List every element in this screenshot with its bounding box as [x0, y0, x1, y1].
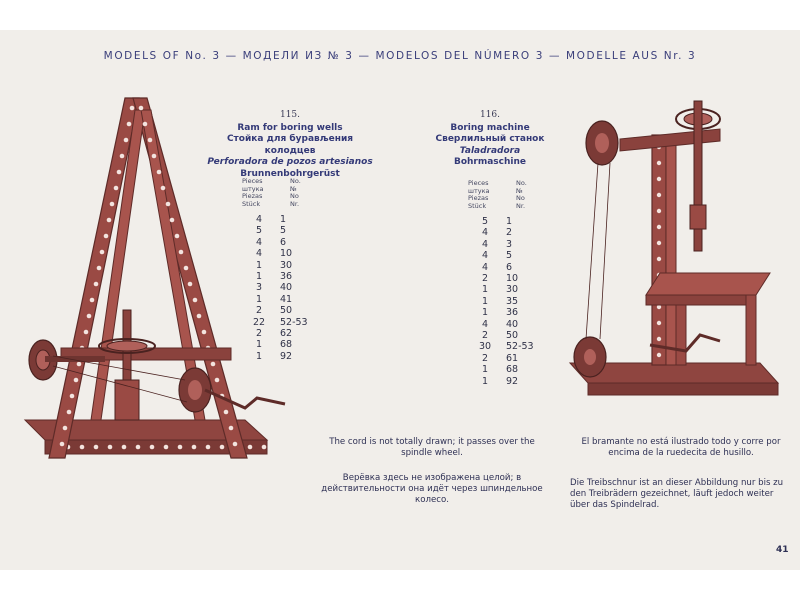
parts-quantity: 22	[252, 316, 266, 328]
parts-quantity: 2	[255, 328, 263, 340]
model-115-rows	[242, 214, 308, 362]
parts-number: 40	[506, 318, 519, 330]
parts-quantity: 1	[255, 339, 263, 351]
parts-quantity: 5	[255, 225, 263, 237]
parts-row	[242, 339, 308, 350]
parts-row	[468, 273, 534, 284]
parts-number: 35	[506, 295, 519, 307]
parts-number: 36	[506, 307, 519, 319]
parts-row	[468, 364, 534, 375]
parts-row	[242, 317, 308, 328]
parts-row	[242, 351, 308, 362]
parts-quantity: 4	[481, 238, 489, 250]
parts-quantity: 1	[255, 350, 263, 362]
parts-number: 5	[280, 225, 287, 237]
page-number: 41	[776, 545, 789, 555]
parts-number: 52-53	[506, 341, 534, 353]
parts-quantity: 3	[255, 282, 263, 294]
model-116-parts-table	[468, 180, 534, 387]
parts-quantity: 5	[481, 216, 489, 227]
model-116-title-en: Boring machine	[450, 122, 530, 133]
parts-number: 5	[506, 250, 513, 262]
page-header: MODELS OF No. 3 — МОДЕЛИ ИЗ № 3 — MODELOS DEL NÚMERO 3 — MODELLE AUS Nr. 3	[103, 50, 697, 62]
parts-quantity: 4	[255, 248, 263, 260]
parts-row	[468, 250, 534, 261]
note-english: The cord is not totally drawn; it passes over the spindle wheel.	[329, 437, 535, 458]
parts-number: 92	[506, 375, 519, 387]
parts-number: 3	[506, 238, 513, 250]
parts-quantity: 4	[481, 261, 489, 273]
parts-quantity: 1	[481, 284, 489, 296]
model-116-title-de: Bohrmaschine	[453, 157, 527, 167]
parts-number: 1	[506, 216, 513, 227]
model-116-title-es: Taladradora	[459, 145, 521, 156]
parts-number: 61	[506, 352, 519, 364]
parts-number: 30	[506, 284, 519, 296]
model-116-title-block	[420, 110, 560, 169]
model-115-parts-table	[242, 178, 308, 362]
parts-row	[468, 239, 534, 250]
parts-row	[242, 305, 308, 316]
parts-quantity: 1	[255, 271, 263, 283]
parts-row	[468, 307, 534, 318]
parts-row	[242, 260, 308, 271]
parts-row	[468, 284, 534, 295]
parts-row	[242, 328, 308, 339]
parts-row	[468, 341, 534, 352]
parts-row	[468, 216, 534, 227]
parts-number: 41	[280, 293, 293, 305]
parts-quantity: 4	[481, 318, 489, 330]
model-116-rows	[468, 216, 534, 387]
parts-row	[242, 214, 308, 225]
parts-row	[468, 296, 534, 307]
parts-number: 36	[280, 271, 293, 283]
parts-row	[242, 294, 308, 305]
model-115-col-no: No. № No Nr.	[290, 177, 301, 208]
model-116-title-ru: Сверлильный станок	[435, 134, 545, 144]
parts-quantity: 2	[481, 330, 489, 342]
parts-number: 68	[506, 364, 519, 376]
parts-number: 92	[280, 350, 293, 362]
model-115-title-ru: Стойка для бурављения колодцев	[226, 134, 354, 156]
model-116-number: 116.	[479, 110, 501, 120]
parts-quantity: 4	[255, 214, 263, 225]
parts-number: 68	[280, 339, 293, 351]
note-german: Die Treibschnur ist an dieser Abbildung nur bis zu den Treibrädern gezeichnet, läuft jedoch weiter über das Spindelrad.	[570, 478, 784, 510]
parts-number: 10	[280, 248, 293, 260]
model-115-number: 115.	[279, 110, 301, 120]
note-spanish: El bramante no está ilustrado todo y corre por encima de la ruedecita de husillo.	[581, 437, 781, 458]
model-115-title-es: Perforadora de pozos artesianos	[207, 157, 373, 167]
parts-number: 1	[280, 214, 287, 225]
model-115-col-pieces: Pieces штука Piezas Stück	[242, 177, 264, 208]
parts-row	[468, 376, 534, 387]
parts-quantity: 1	[255, 259, 263, 271]
parts-row	[242, 248, 308, 259]
parts-number: 10	[506, 273, 519, 285]
model-115-title-de: Brunnenbohrgerüst	[240, 168, 340, 179]
parts-quantity: 1	[481, 375, 489, 387]
parts-quantity: 1	[481, 307, 489, 319]
parts-row	[242, 237, 308, 248]
parts-row	[242, 282, 308, 293]
parts-row	[468, 319, 534, 330]
parts-row	[468, 353, 534, 364]
parts-quantity: 2	[481, 352, 489, 364]
parts-quantity: 30	[478, 341, 492, 353]
parts-row	[468, 262, 534, 273]
parts-number: 30	[280, 259, 293, 271]
parts-row	[242, 271, 308, 282]
model-115-title-en: Ram for boring wells	[237, 122, 343, 133]
parts-number: 2	[506, 227, 513, 239]
model-116-illustration	[560, 95, 790, 405]
parts-number: 6	[506, 261, 513, 273]
parts-row	[468, 227, 534, 238]
parts-number: 50	[280, 305, 293, 317]
parts-quantity: 4	[255, 236, 263, 248]
parts-quantity: 1	[481, 295, 489, 307]
parts-quantity: 2	[255, 305, 263, 317]
note-russian: Верёвка здесь не изображена целой; в действительности она идёт через шпиндельное колесо.	[321, 473, 543, 505]
model-116-col-pieces: Pieces штука Piezas Stück	[468, 179, 490, 210]
parts-number: 50	[506, 330, 519, 342]
parts-row	[242, 225, 308, 236]
parts-number: 40	[280, 282, 293, 294]
parts-row	[468, 330, 534, 341]
parts-quantity: 4	[481, 227, 489, 239]
model-116-col-no: No. № No Nr.	[516, 179, 527, 210]
model-115-title-block	[200, 110, 380, 180]
parts-quantity: 1	[255, 293, 263, 305]
parts-number: 6	[280, 236, 287, 248]
parts-number: 62	[280, 328, 293, 340]
parts-quantity: 4	[481, 250, 489, 262]
parts-quantity: 2	[481, 273, 489, 285]
parts-quantity: 1	[481, 364, 489, 376]
parts-number: 52-53	[280, 316, 308, 328]
